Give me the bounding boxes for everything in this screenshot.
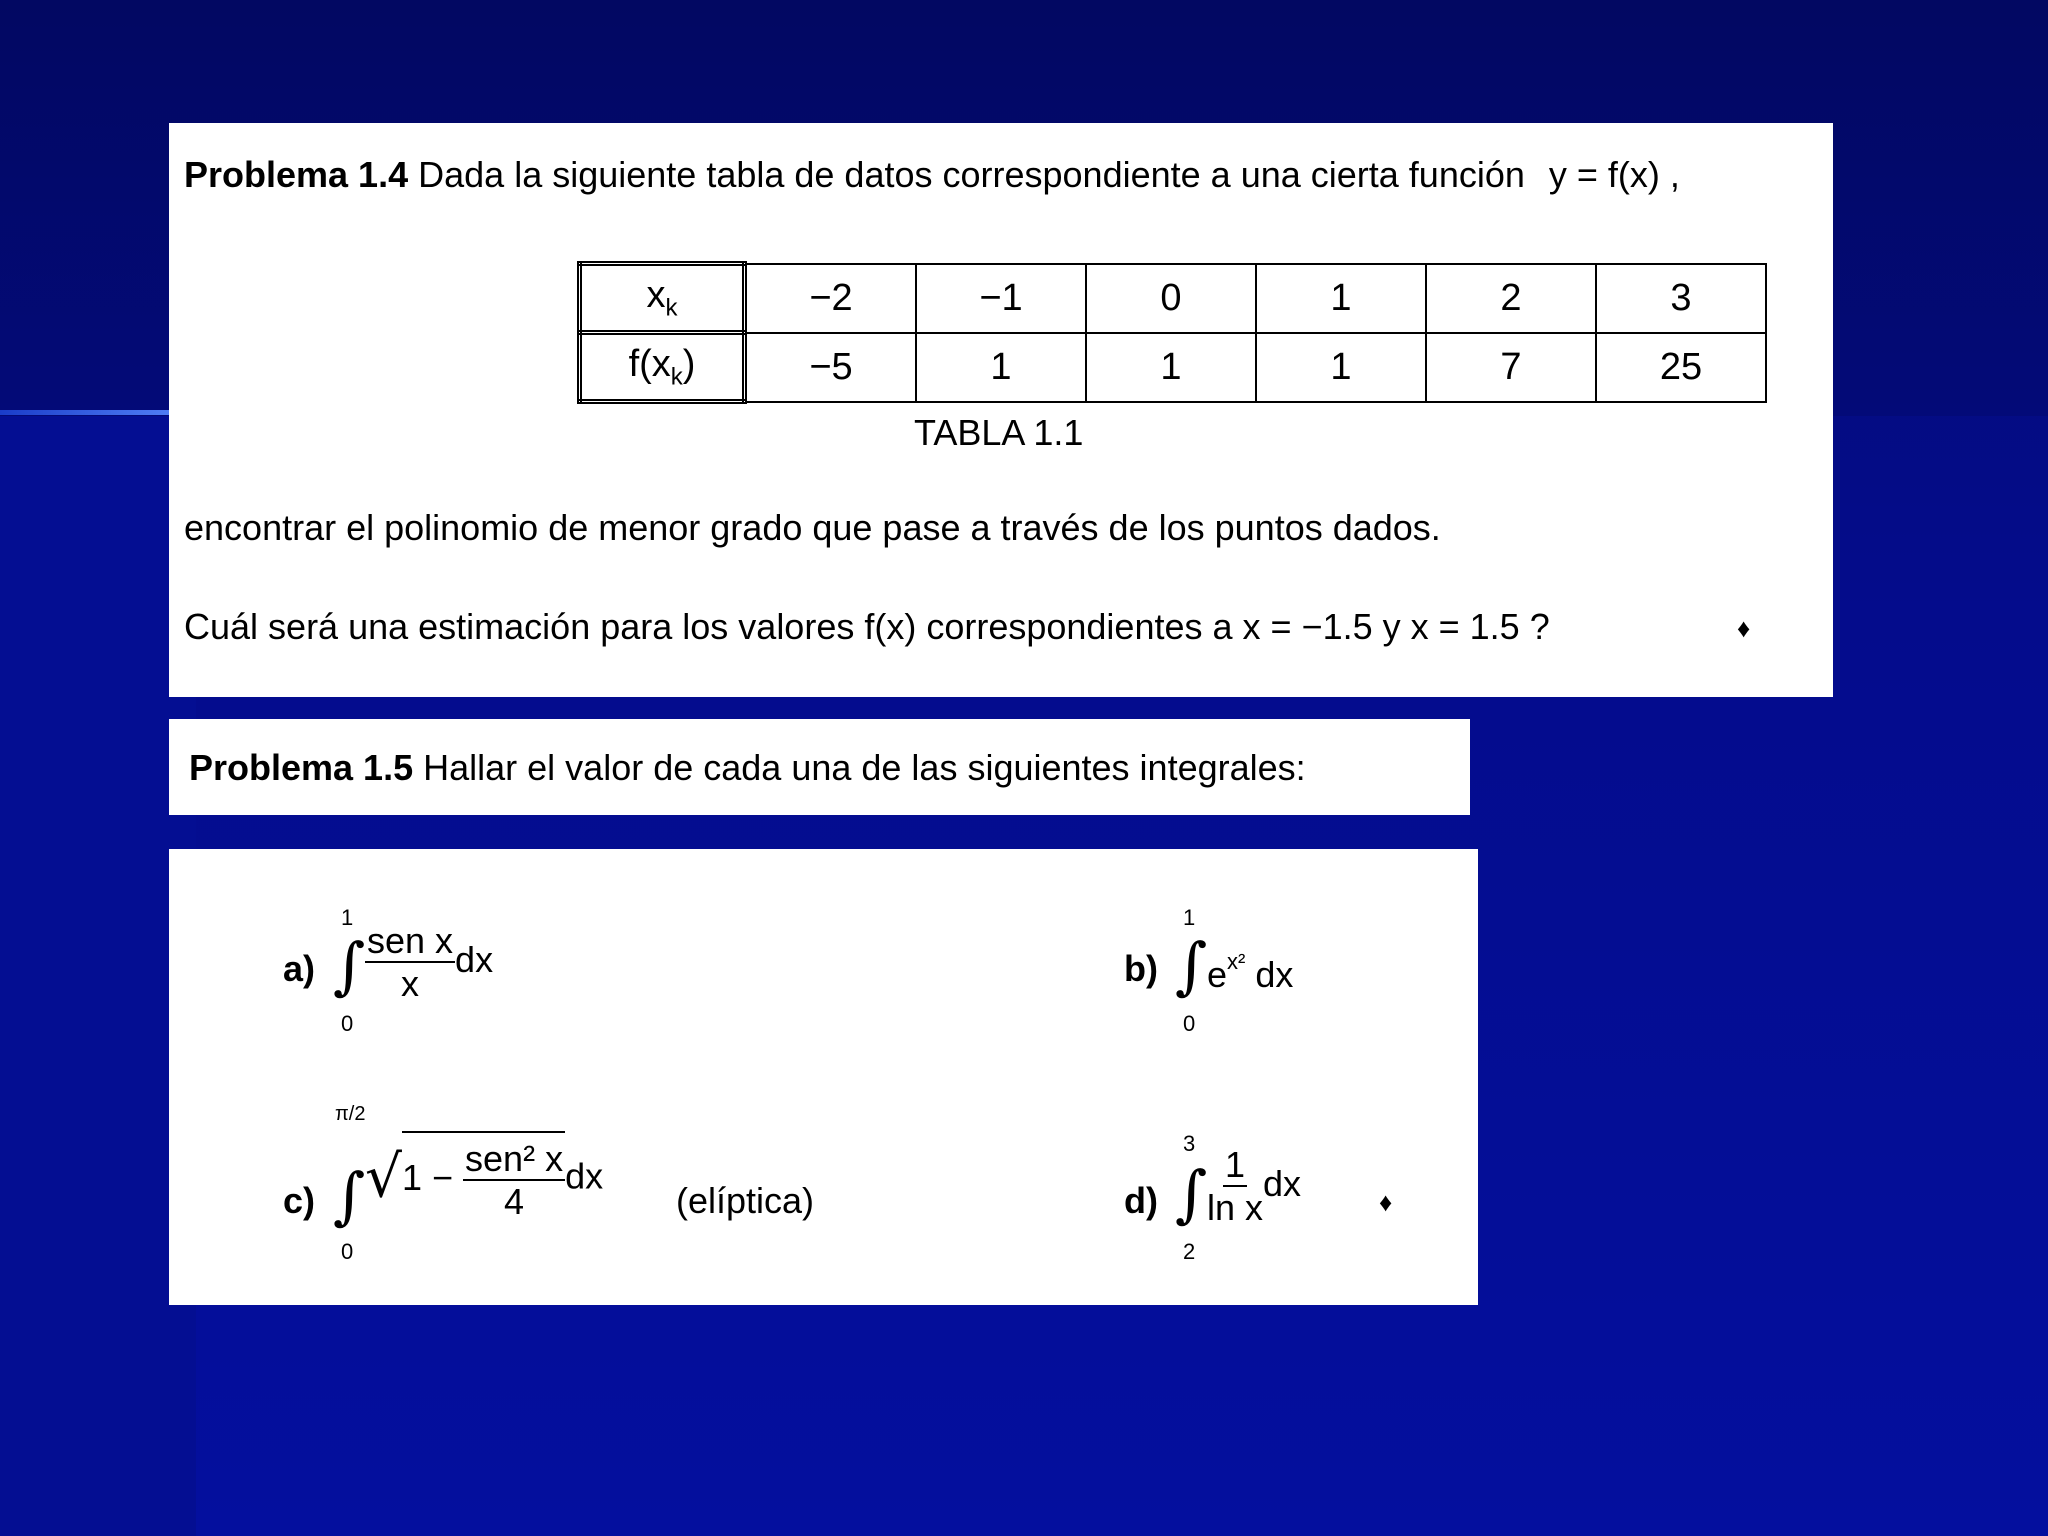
table-row-x — [580, 264, 1767, 333]
integral-a-lower: 0 — [341, 1011, 354, 1036]
integral-c-lower: 0 — [341, 1239, 354, 1264]
background-accent-line — [0, 410, 170, 415]
table-cell: 3 — [1596, 264, 1766, 333]
integral-b-label: b) — [1124, 948, 1158, 989]
integral-b-upper: 1 — [1183, 905, 1196, 930]
integral-b-lower: 0 — [1183, 1011, 1196, 1036]
table-cell: 1 — [916, 333, 1086, 402]
problem-1-5-text: Hallar el valor de cada una de las siguientes integrales: — [423, 747, 1306, 788]
problem-1-5-panel — [169, 719, 1470, 815]
integral-a-numerator: sen x — [367, 920, 454, 961]
table-cell: 1 — [1256, 264, 1426, 333]
table-header-fxk: $f(x_k)$ — [580, 333, 745, 402]
integral-c-upper: π/2 — [335, 1103, 366, 1125]
table-cell: 25 — [1596, 333, 1766, 402]
problem-1-4-title: Problema 1.4 — [184, 154, 409, 195]
integral-a-dx: dx — [455, 939, 494, 980]
table-cell: 2 — [1426, 264, 1596, 333]
problem-1-4-panel — [169, 123, 1833, 697]
integral-d-label: d) — [1124, 1180, 1158, 1221]
table-caption: TABLA 1.1 — [914, 412, 1084, 453]
table-row-fx — [580, 333, 1767, 402]
problem-1-4-function: y = f(x) , — [1548, 154, 1680, 195]
data-table — [577, 261, 1767, 404]
integral-c-numerator: sen² x — [465, 1138, 564, 1179]
problem-1-4-heading — [184, 154, 1680, 195]
sqrt-icon: √ — [365, 1142, 402, 1211]
integral-d-numerator: 1 — [1225, 1144, 1246, 1185]
integral-d-denominator: ln x — [1207, 1186, 1264, 1228]
integral-b-dx: dx — [1255, 954, 1294, 995]
table-header-xk: $x_k$ — [580, 264, 745, 333]
integral-sign-icon: ∫ — [333, 1159, 366, 1232]
integral-sign-icon: ∫ — [1175, 929, 1208, 1002]
integral-d-dx: dx — [1263, 1163, 1302, 1204]
problem-1-4-line2: encontrar el polinomio de menor grado que pase a través de los puntos dados. — [184, 507, 1441, 548]
integral-a-upper: 1 — [341, 905, 354, 930]
end-mark-icon: ♦ — [1379, 1187, 1393, 1217]
table-cell: −1 — [916, 264, 1086, 333]
integral-c-prefix: 1 − — [401, 1157, 454, 1198]
integral-b-exponent: x² — [1227, 949, 1246, 974]
integral-a-label: a) — [283, 948, 316, 989]
integral-c-expression — [365, 1131, 603, 1222]
background-left-band — [0, 416, 196, 1536]
integral-sign-icon: ∫ — [1175, 1157, 1208, 1230]
table-cell: −2 — [745, 264, 917, 333]
integral-c-note: (elíptica) — [676, 1180, 815, 1221]
integral-b-expression — [1207, 949, 1293, 996]
problem-1-5-title: Problema 1.5 — [189, 747, 414, 788]
integral-d-upper: 3 — [1183, 1131, 1196, 1156]
integral-c-dx: dx — [565, 1155, 604, 1197]
integral-c-fraction — [463, 1139, 565, 1222]
integral-d-fraction — [1207, 1145, 1263, 1228]
integral-c-label: c) — [283, 1180, 316, 1221]
integral-d-lower: 2 — [1183, 1239, 1196, 1264]
integrals-panel — [169, 849, 1478, 1305]
table-cell: 1 — [1256, 333, 1426, 402]
problem-1-4-line3: Cuál será una estimación para los valores f(x) correspondientes a x = −1.5 y x = 1.5 ? — [184, 606, 1550, 647]
integral-b-base: e — [1207, 954, 1228, 995]
integral-a-expression — [365, 921, 493, 1004]
table-cell: −5 — [745, 333, 917, 402]
integral-a-denominator: x — [401, 962, 420, 1004]
sqrt-radicand — [402, 1131, 565, 1222]
table-cell: 1 — [1086, 333, 1256, 402]
integral-d-expression — [1207, 1145, 1301, 1228]
table-cell: 0 — [1086, 264, 1256, 333]
end-mark-icon: ♦ — [1737, 613, 1751, 643]
table-cell: 7 — [1426, 333, 1596, 402]
integral-sign-icon: ∫ — [333, 929, 366, 1002]
integral-c-denominator: 4 — [504, 1180, 525, 1222]
problem-1-4-intro: Dada la siguiente tabla de datos correspondiente a una cierta función — [418, 154, 1525, 195]
integral-a-fraction — [365, 921, 455, 1004]
problem-1-5-heading — [189, 747, 1306, 788]
